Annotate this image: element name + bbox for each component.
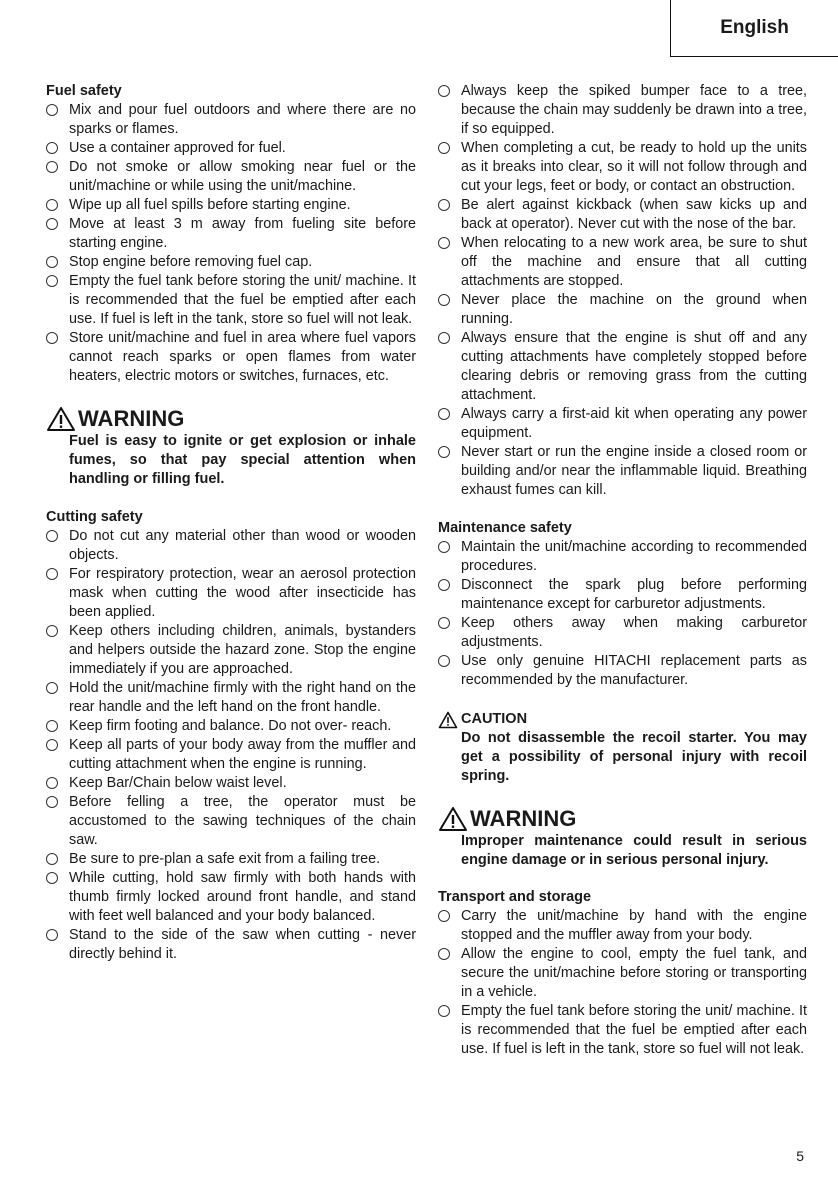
list-item [438,234,807,291]
caution-label: CAUTION [461,711,528,727]
transport-storage-section [438,888,807,1059]
warning-triangle-icon [438,806,468,832]
maintenance-safety-heading: Maintenance safety [438,520,572,536]
list-item [46,717,416,736]
list-item-text: Keep all parts of your body away from the muffler and cutting attachment when the engine is running. [69,737,416,772]
circle-bullet-icon [46,777,58,789]
transport-storage-list [438,907,807,1059]
circle-bullet-icon [46,853,58,865]
list-item [438,945,807,1002]
circle-bullet-icon [438,1005,450,1017]
circle-bullet-icon [438,199,450,211]
list-item [46,329,416,386]
list-item [438,538,807,576]
list-item-text: Store unit/machine and fuel in area where fuel vapors cannot reach sparks or open flames from water heaters, electric motors or switches, furnaces, etc. [69,330,416,384]
list-item [438,652,807,690]
list-item [438,196,807,234]
list-item [46,793,416,850]
list-item-text: Be alert against kickback (when saw kicks up and back at operator). Never cut with the nose of the bar. [461,197,807,232]
list-item [46,736,416,774]
list-item [438,1002,807,1059]
circle-bullet-icon [46,332,58,344]
circle-bullet-icon [46,872,58,884]
list-item [438,443,807,500]
circle-bullet-icon [438,579,450,591]
list-item [46,139,416,158]
cutting-safety-section [46,508,416,964]
circle-bullet-icon [46,199,58,211]
list-item [438,576,807,614]
list-item [438,139,807,196]
fuel-safety-list [46,101,416,386]
list-item-text: Empty the fuel tank before storing the unit/ machine. It is recommended that the fuel be emptied after each use. If fuel is left in the tank, store so fuel will not leak. [69,273,416,327]
circle-bullet-icon [438,142,450,154]
circle-bullet-icon [46,929,58,941]
warning-text: Improper maintenance could result in serious engine damage or in serious personal injury. [461,833,807,868]
circle-bullet-icon [46,625,58,637]
list-item [438,329,807,405]
list-item [46,253,416,272]
maintenance-safety-list [438,538,807,690]
caution-text: Do not disassemble the recoil starter. You may get a possibility of personal injury with recoil spring. [461,730,807,784]
cutting-safety-continued [438,82,807,500]
list-item-text: Hold the unit/machine firmly with the right hand on the rear handle and the left hand on the front handle. [69,680,416,715]
circle-bullet-icon [46,796,58,808]
list-item [46,215,416,253]
circle-bullet-icon [438,655,450,667]
circle-bullet-icon [438,541,450,553]
list-item [438,614,807,652]
list-item [46,850,416,869]
circle-bullet-icon [438,617,450,629]
list-item-text: Always carry a first-aid kit when operating any power equipment. [461,406,807,441]
maintenance-safety-section [438,519,807,690]
list-item-text: Do not smoke or allow smoking near fuel or the unit/machine or while using the unit/machine. [69,159,416,194]
list-item [438,405,807,443]
list-item-text: Keep others including children, animals, bystanders and helpers outside the hazard zone. Stop the engine immediately if you are approached. [69,623,416,677]
list-item [46,926,416,964]
caution-title [438,710,807,729]
list-item [46,774,416,793]
language-tab: English [670,0,838,57]
list-item [46,527,416,565]
fuel-safety-heading: Fuel safety [46,83,122,99]
warning-triangle-icon [46,406,76,432]
fuel-safety-section [46,82,416,386]
list-item [438,291,807,329]
list-item [46,196,416,215]
list-item-text: While cutting, hold saw firmly with both hands with thumb firmly locked around front handle, and stand with feet well balanced and your body balanced. [69,870,416,924]
cutting-safety-list-continued [438,82,807,500]
list-item [46,565,416,622]
list-item [438,907,807,945]
fuel-warning [46,406,416,489]
caution-recoil [438,710,807,786]
list-item [438,82,807,139]
list-item-text: Never start or run the engine inside a closed room or building and/or near the inflammable liquid. Breathing exhaust fumes can kill. [461,444,807,498]
circle-bullet-icon [438,85,450,97]
list-item-text: Empty the fuel tank before storing the unit/ machine. It is recommended that the fuel be emptied after each use. If fuel is left in the tank, store so fuel will not leak. [461,1003,807,1057]
circle-bullet-icon [46,104,58,116]
transport-storage-heading: Transport and storage [438,889,592,905]
list-item-text: Allow the engine to cool, empty the fuel tank, and secure the unit/machine before storing or transporting in a vehicle. [461,946,807,1000]
warning-title [438,806,807,832]
list-item [46,272,416,329]
list-item [46,101,416,139]
list-item-text: Use a container approved for fuel. [69,140,286,156]
circle-bullet-icon [46,568,58,580]
circle-bullet-icon [438,446,450,458]
right-column [438,82,807,1059]
list-item-text: For respiratory protection, wear an aerosol protection mask when cutting the wood after insecticide has been applied. [69,566,416,620]
circle-bullet-icon [438,294,450,306]
circle-bullet-icon [46,256,58,268]
list-item-text: Keep firm footing and balance. Do not over- reach. [69,718,392,734]
circle-bullet-icon [438,237,450,249]
circle-bullet-icon [46,142,58,154]
list-item-text: Be sure to pre-plan a safe exit from a failing tree. [69,851,381,867]
list-item-text: Disconnect the spark plug before performing maintenance except for carburetor adjustments. [461,577,807,612]
list-item-text: Always ensure that the engine is shut off and any cutting attachments have completely stopped before clearing debris or removing grass from the cutting attachment. [461,330,807,403]
list-item-text: Keep others away when making carburetor adjustments. [461,615,807,650]
circle-bullet-icon [46,275,58,287]
warning-title [46,406,416,432]
circle-bullet-icon [438,948,450,960]
list-item-text: Maintain the unit/machine according to recommended procedures. [461,539,807,574]
list-item-text: Always keep the spiked bumper face to a tree, because the chain may suddenly be drawn into a tree, if so equipped. [461,83,807,137]
cutting-safety-list [46,527,416,964]
circle-bullet-icon [438,332,450,344]
list-item-text: When completing a cut, be ready to hold up the units as it breaks into clear, so it will not follow through and cut your legs, feet or body, or contact an obstruction. [461,140,807,194]
circle-bullet-icon [46,739,58,751]
list-item-text: Move at least 3 m away from fueling site before starting engine. [69,216,416,251]
list-item-text: Mix and pour fuel outdoors and where there are no sparks or flames. [69,102,416,137]
page-number: 5 [796,1148,804,1164]
list-item-text: Before felling a tree, the operator must be accustomed to the sawing techniques of the chain saw. [69,794,416,848]
circle-bullet-icon [438,910,450,922]
left-column [46,82,416,964]
circle-bullet-icon [46,682,58,694]
warning-label: WARNING [78,406,185,431]
list-item [46,679,416,717]
list-item-text: Stand to the side of the saw when cutting - never directly behind it. [69,927,416,962]
list-item-text: Wipe up all fuel spills before starting engine. [69,197,351,213]
warning-text: Fuel is easy to ignite or get explosion or inhale fumes, so that pay special attention when handling or filling fuel. [69,433,416,487]
list-item-text: Carry the unit/machine by hand with the engine stopped and the muffler away from your body. [461,908,807,943]
list-item-text: Never place the machine on the ground when running. [461,292,807,327]
warning-label: WARNING [470,806,577,831]
list-item-text: Stop engine before removing fuel cap. [69,254,313,270]
maintenance-warning [438,806,807,870]
list-item [46,158,416,196]
list-item-text: Keep Bar/Chain below waist level. [69,775,287,791]
caution-triangle-icon [438,711,458,729]
list-item-text: Do not cut any material other than wood or wooden objects. [69,528,416,563]
circle-bullet-icon [46,218,58,230]
circle-bullet-icon [46,720,58,732]
list-item [46,622,416,679]
circle-bullet-icon [46,161,58,173]
list-item-text: Use only genuine HITACHI replacement parts as recommended by the manufacturer. [461,653,807,688]
list-item [46,869,416,926]
circle-bullet-icon [46,530,58,542]
list-item-text: When relocating to a new work area, be sure to shut off the machine and ensure that all cutting attachments are stopped. [461,235,807,289]
cutting-safety-heading: Cutting safety [46,509,143,525]
circle-bullet-icon [438,408,450,420]
